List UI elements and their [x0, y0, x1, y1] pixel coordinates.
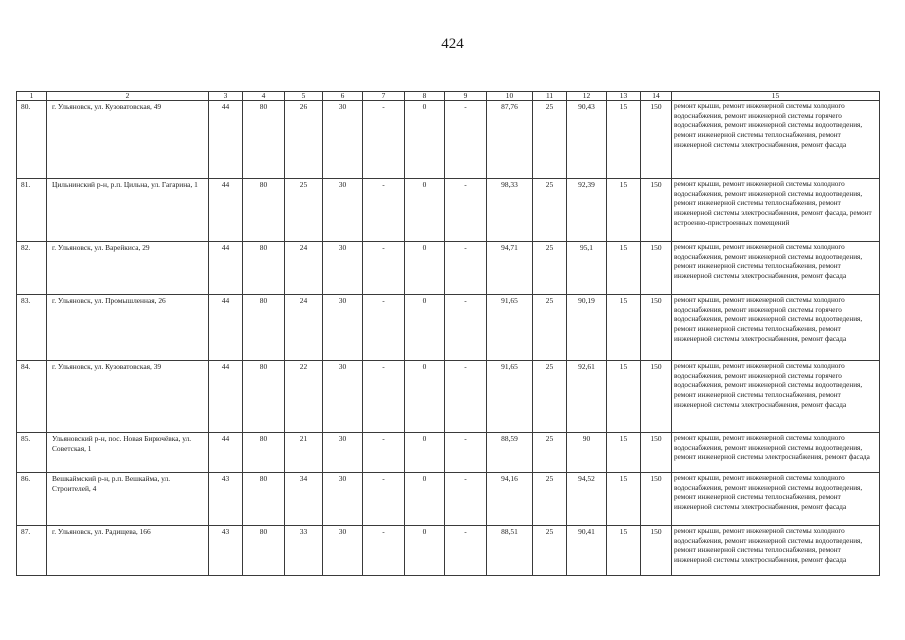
value-cell-c11: 25: [533, 526, 567, 576]
address-cell: Цильнинский р-н, р.п. Цильна, ул. Гагарина, 1: [47, 179, 209, 242]
value-cell-c14: 150: [641, 242, 672, 295]
value-cell-c3: 44: [209, 179, 243, 242]
value-cell-c7: -: [363, 179, 405, 242]
row-number: 83.: [17, 295, 47, 361]
value-cell-c9: -: [445, 179, 487, 242]
value-cell-c5: 21: [285, 433, 323, 473]
value-cell-c12: 90,41: [567, 526, 607, 576]
value-cell-c9: -: [445, 433, 487, 473]
value-cell-c8: 0: [405, 433, 445, 473]
value-cell-c4: 80: [243, 361, 285, 433]
value-cell-c11: 25: [533, 433, 567, 473]
value-cell-c12: 92,61: [567, 361, 607, 433]
value-cell-c9: -: [445, 361, 487, 433]
row-number: 86.: [17, 473, 47, 526]
table-row: [17, 101, 880, 179]
column-header: 11: [533, 92, 567, 101]
value-cell-c11: 25: [533, 101, 567, 179]
row-number: 85.: [17, 433, 47, 473]
address-cell: г. Ульяновск, ул. Кузоватовская, 49: [47, 101, 209, 179]
value-cell-c5: 33: [285, 526, 323, 576]
works-cell: ремонт крыши, ремонт инженерной системы холодного водоснабжения, ремонт инженерной системы водоотведения, ремонт инженерной системы теплоснабжения, ремонт инженерной системы электроснабжения, ремонт фасада: [672, 526, 880, 576]
value-cell-c3: 44: [209, 242, 243, 295]
value-cell-c10: 91,65: [487, 361, 533, 433]
value-cell-c8: 0: [405, 526, 445, 576]
column-header: 13: [607, 92, 641, 101]
value-cell-c8: 0: [405, 179, 445, 242]
value-cell-c3: 44: [209, 361, 243, 433]
value-cell-c13: 15: [607, 242, 641, 295]
address-cell: Ульяновский р-н, пос. Новая Бирючёвка, ул. Советская, 1: [47, 433, 209, 473]
value-cell-c12: 90,43: [567, 101, 607, 179]
value-cell-c5: 24: [285, 295, 323, 361]
value-cell-c14: 150: [641, 433, 672, 473]
value-cell-c13: 15: [607, 295, 641, 361]
column-header: 3: [209, 92, 243, 101]
works-cell: ремонт крыши, ремонт инженерной системы холодного водоснабжения, ремонт инженерной системы горячего водоснабжения, ремонт инженерной системы водоотведения, ремонт инженерной системы теплоснабжения, ремонт инженерной системы электроснабжения, ремонт фасада: [672, 101, 880, 179]
value-cell-c4: 80: [243, 473, 285, 526]
works-cell: ремонт крыши, ремонт инженерной системы холодного водоснабжения, ремонт инженерной системы водоотведения, ремонт инженерной системы теплоснабжения, ремонт инженерной системы электроснабжения, ремонт фасада, ремонт встроенно-пристроенных помещений: [672, 179, 880, 242]
value-cell-c3: 43: [209, 526, 243, 576]
value-cell-c3: 44: [209, 433, 243, 473]
value-cell-c6: 30: [323, 101, 363, 179]
value-cell-c10: 88,51: [487, 526, 533, 576]
table-row: [17, 433, 880, 473]
value-cell-c8: 0: [405, 295, 445, 361]
table-row: [17, 526, 880, 576]
column-header: 5: [285, 92, 323, 101]
value-cell-c14: 150: [641, 101, 672, 179]
value-cell-c12: 90,19: [567, 295, 607, 361]
value-cell-c5: 26: [285, 101, 323, 179]
value-cell-c6: 30: [323, 242, 363, 295]
value-cell-c4: 80: [243, 242, 285, 295]
value-cell-c7: -: [363, 101, 405, 179]
value-cell-c3: 44: [209, 295, 243, 361]
column-header: 14: [641, 92, 672, 101]
value-cell-c12: 94,52: [567, 473, 607, 526]
row-number: 87.: [17, 526, 47, 576]
value-cell-c4: 80: [243, 433, 285, 473]
address-cell: г. Ульяновск, ул. Промышленная, 26: [47, 295, 209, 361]
table-row: [17, 179, 880, 242]
page-number: 424: [441, 36, 464, 52]
value-cell-c10: 94,71: [487, 242, 533, 295]
address-cell: г. Ульяновск, ул. Радищева, 166: [47, 526, 209, 576]
value-cell-c6: 30: [323, 361, 363, 433]
value-cell-c5: 22: [285, 361, 323, 433]
header-row: [17, 92, 880, 101]
value-cell-c14: 150: [641, 361, 672, 433]
works-cell: ремонт крыши, ремонт инженерной системы холодного водоснабжения, ремонт инженерной системы водоотведения, ремонт инженерной системы электроснабжения, ремонт фасада: [672, 433, 880, 473]
repair-table: [16, 91, 880, 576]
value-cell-c10: 91,65: [487, 295, 533, 361]
value-cell-c7: -: [363, 242, 405, 295]
column-header: 2: [47, 92, 209, 101]
value-cell-c10: 98,33: [487, 179, 533, 242]
works-cell: ремонт крыши, ремонт инженерной системы холодного водоснабжения, ремонт инженерной системы водоотведения, ремонт инженерной системы теплоснабжения, ремонт инженерной системы электроснабжения, ремонт фасада: [672, 242, 880, 295]
column-header: 7: [363, 92, 405, 101]
value-cell-c14: 150: [641, 179, 672, 242]
value-cell-c5: 24: [285, 242, 323, 295]
value-cell-c10: 87,76: [487, 101, 533, 179]
value-cell-c4: 80: [243, 526, 285, 576]
value-cell-c4: 80: [243, 295, 285, 361]
column-header: 10: [487, 92, 533, 101]
value-cell-c13: 15: [607, 473, 641, 526]
works-cell: ремонт крыши, ремонт инженерной системы холодного водоснабжения, ремонт инженерной системы горячего водоснабжения, ремонт инженерной системы водоотведения, ремонт инженерной системы теплоснабжения, ремонт инженерной системы электроснабжения, ремонт фасада: [672, 361, 880, 433]
value-cell-c4: 80: [243, 179, 285, 242]
value-cell-c12: 90: [567, 433, 607, 473]
row-number: 81.: [17, 179, 47, 242]
value-cell-c7: -: [363, 433, 405, 473]
value-cell-c7: -: [363, 473, 405, 526]
address-cell: г. Ульяновск, ул. Варейкиса, 29: [47, 242, 209, 295]
column-header: 9: [445, 92, 487, 101]
value-cell-c7: -: [363, 295, 405, 361]
value-cell-c8: 0: [405, 473, 445, 526]
column-header: 4: [243, 92, 285, 101]
table-row: [17, 473, 880, 526]
value-cell-c7: -: [363, 526, 405, 576]
value-cell-c9: -: [445, 295, 487, 361]
value-cell-c8: 0: [405, 242, 445, 295]
value-cell-c14: 150: [641, 295, 672, 361]
value-cell-c6: 30: [323, 179, 363, 242]
column-header: 1: [17, 92, 47, 101]
value-cell-c9: -: [445, 101, 487, 179]
value-cell-c13: 15: [607, 361, 641, 433]
row-number: 84.: [17, 361, 47, 433]
value-cell-c9: -: [445, 242, 487, 295]
value-cell-c11: 25: [533, 179, 567, 242]
value-cell-c10: 88,59: [487, 433, 533, 473]
value-cell-c11: 25: [533, 242, 567, 295]
value-cell-c3: 44: [209, 101, 243, 179]
value-cell-c13: 15: [607, 526, 641, 576]
value-cell-c6: 30: [323, 295, 363, 361]
value-cell-c14: 150: [641, 526, 672, 576]
works-cell: ремонт крыши, ремонт инженерной системы холодного водоснабжения, ремонт инженерной системы водоотведения, ремонт инженерной системы теплоснабжения, ремонт инженерной системы электроснабжения, ремонт фасада: [672, 473, 880, 526]
value-cell-c8: 0: [405, 361, 445, 433]
value-cell-c3: 43: [209, 473, 243, 526]
value-cell-c13: 15: [607, 433, 641, 473]
value-cell-c11: 25: [533, 361, 567, 433]
table-row: [17, 295, 880, 361]
value-cell-c6: 30: [323, 473, 363, 526]
value-cell-c9: -: [445, 526, 487, 576]
value-cell-c7: -: [363, 361, 405, 433]
works-cell: ремонт крыши, ремонт инженерной системы холодного водоснабжения, ремонт инженерной системы горячего водоснабжения, ремонт инженерной системы водоотведения, ремонт инженерной системы теплоснабжения, ремонт инженерной системы электроснабжения, ремонт фасада: [672, 295, 880, 361]
value-cell-c11: 25: [533, 473, 567, 526]
value-cell-c10: 94,16: [487, 473, 533, 526]
column-header: 15: [672, 92, 880, 101]
column-header: 8: [405, 92, 445, 101]
value-cell-c4: 80: [243, 101, 285, 179]
row-number: 82.: [17, 242, 47, 295]
value-cell-c12: 92,39: [567, 179, 607, 242]
column-header: 12: [567, 92, 607, 101]
value-cell-c6: 30: [323, 526, 363, 576]
value-cell-c6: 30: [323, 433, 363, 473]
column-header: 6: [323, 92, 363, 101]
value-cell-c5: 25: [285, 179, 323, 242]
value-cell-c13: 15: [607, 101, 641, 179]
value-cell-c14: 150: [641, 473, 672, 526]
value-cell-c11: 25: [533, 295, 567, 361]
table-row: [17, 242, 880, 295]
table-row: [17, 361, 880, 433]
address-cell: Вешкаймский р-н, р.п. Вешкайма, ул. Строителей, 4: [47, 473, 209, 526]
address-cell: г. Ульяновск, ул. Кузоватовская, 39: [47, 361, 209, 433]
value-cell-c8: 0: [405, 101, 445, 179]
value-cell-c9: -: [445, 473, 487, 526]
value-cell-c12: 95,1: [567, 242, 607, 295]
value-cell-c5: 34: [285, 473, 323, 526]
value-cell-c13: 15: [607, 179, 641, 242]
row-number: 80.: [17, 101, 47, 179]
